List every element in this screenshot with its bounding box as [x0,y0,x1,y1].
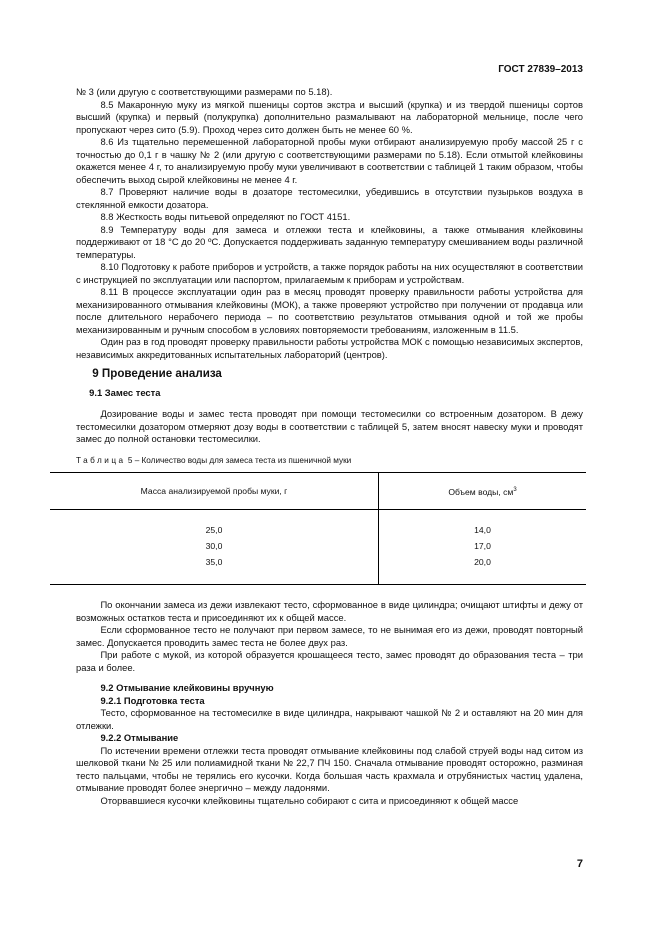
table-row [50,554,586,585]
table-cell-volume: 14,0 [474,524,491,535]
paragraph-8-7: 8.7 Проверяют наличие воды в дозаторе тестомесилки, убедившись в отсутствии пузырьков воздуха в стеклянной емкости дозатора. [76,186,583,210]
paragraph-9-2-2-a: По истечении времени отлежки теста проводят отмывание клейковины под слабой струей воды над ситом из шелковой ткани № 25 или полиамидной ткани № 22,7 ПЧ 150. Сначала отмывание проводят осторожно, разминая тесто пальцами, чтобы не терялись его кусочки. Когда большая часть крахмала и отрубянистых частиц удалена, отмывание проводят более энергично – между ладонями. [76,744,583,793]
table-cell-volume: 17,0 [474,540,491,551]
paragraph: № 3 (или другую с соответствующими размерами по 5.18). [76,86,333,97]
water-quantity-table [50,472,586,585]
paragraph-after-kneading: По окончании замеса из дежи извлекают тесто, сформованное в виде цилиндра; очищают штифты и дежу от возможных остатков теста и присоединяют их к общей массе. [76,599,583,623]
paragraph-8-10: 8.10 Подготовку к работе приборов и устройств, а также порядок работы на них осуществляют в соответствии с инструкцией по эксплуатации или паспортом, прилагаемым к приборам и устройствам. [76,261,583,285]
paragraph-8-6: 8.6 Из тщательно перемешенной лабораторной пробы муки отбирают анализируемую пробу массой 25 г с точностью до 0,1 г в чашку № 2 (или другую с соответствующими размерами по 5.18). Если отмытой клейковины окажется менее 4 г, то анализируемую пробу муки увеличивают в соответствии с таблицей 1 таким образом, чтобы обеспечить выход сырой клейковины не менее 4 г. [76,136,583,185]
table-cell-mass: 30,0 [50,538,379,554]
page-number: 7 [576,858,583,870]
table-cell-mass: 25,0 [50,510,379,539]
paragraph-8-9: 8.9 Температуру воды для замеса и отлежки теста и клейковины, а также отмывания клейковины поддерживают от 18 °С до 20 ºС. Допускается поддерживать заданную температуру смешиванием воды различной температуры. [76,223,583,260]
table-caption-word: Таблица [76,455,126,465]
table-header-volume [379,473,587,510]
subsection-heading-9-2-2: 9.2.2 Отмывание [100,732,179,743]
page-content [76,86,583,807]
paragraph-9-2-2-b: Оторвавшиеся кусочки клейковины тщательно собирают с сита и присоединяют к общей массе [100,794,519,806]
table-row [50,510,586,539]
table-caption-text: 5 – Количество воды для замеса теста из пшеничной муки [125,455,352,465]
paragraph-annual-check: Один раз в год проводят проверку правильности работы устройства МОК с помощью независимых экспертов, независимых аккредитованных испытательных лабораторий (центров). [76,336,583,360]
paragraph-8-11: 8.11 В процессе эксплуатации один раз в месяц проводят проверку правильности работы устройства для механизированного отмывания клейковины (МОК), а также проверяют устройство при получении от продавца или после длительного нерабочего периода – по соответствию результатов отмывания одной и той же пробы механизированным и ручным способом в условиях повторяемости требованиям, изложенным в 11.5. [76,286,583,335]
paragraph-8-8: 8.8 Жесткость воды питьевой определяют по ГОСТ 4151. [100,211,351,222]
table-header-volume-text: Объем воды, см [448,486,514,497]
table-cell-volume: 20,0 [379,554,587,585]
subsection-heading-9-1: 9.1 Замес теста [89,386,161,398]
table-header-mass: Масса анализируемой пробы муки, г [50,473,379,510]
section-heading-9: 9 Проведение анализа [92,367,222,380]
paragraph-8-5: 8.5 Макаронную муку из мягкой пшеницы сортов экстра и высший (крупка) и из твердой пшеницы сортов высший (крупка) и первый (полукрупка) дополнительно размалывают на лабораторной мельнице, после чего пропускают через сито (5.9). Проход через сито должен быть не менее 60 %. [76,98,583,135]
table-caption [76,455,583,468]
subsection-heading-9-2-1: 9.2.1 Подготовка теста [100,694,205,706]
table-row [50,538,586,554]
subsection-heading-9-2: 9.2 Отмывание клейковины вручную [100,682,274,693]
paragraph-9-1: Дозирование воды и замес теста проводят при помощи тестомесилки со встроенным дозатором. В дежу тестомесилки дозатором отмеряют дозу воды в соответствии с таблицей 5, затем вносят навеску муки и проводят замес до полной остановки тестомесилки. [76,408,583,444]
table-cell-mass: 35,0 [50,554,379,585]
paragraph-repeat-kneading: Если сформованное тесто не получают при первом замесе, то не вынимая его из дежи, проводят повторный замес. Допускается проводить замес теста не более двух раз. [76,624,583,648]
paragraph-9-2-1: Тесто, сформованное на тестомесилке в виде цилиндра, накрывают чашкой № 2 и оставляют на 20 мин для отлежки. [76,707,583,731]
paragraph-crumbly-dough: При работе с мукой, из которой образуется крошащееся тесто, замес проводят до образования теста – три раза и более. [76,649,583,673]
document-code: ГОСТ 27839–2013 [498,64,583,75]
table-header-volume-sup: 3 [513,486,517,493]
